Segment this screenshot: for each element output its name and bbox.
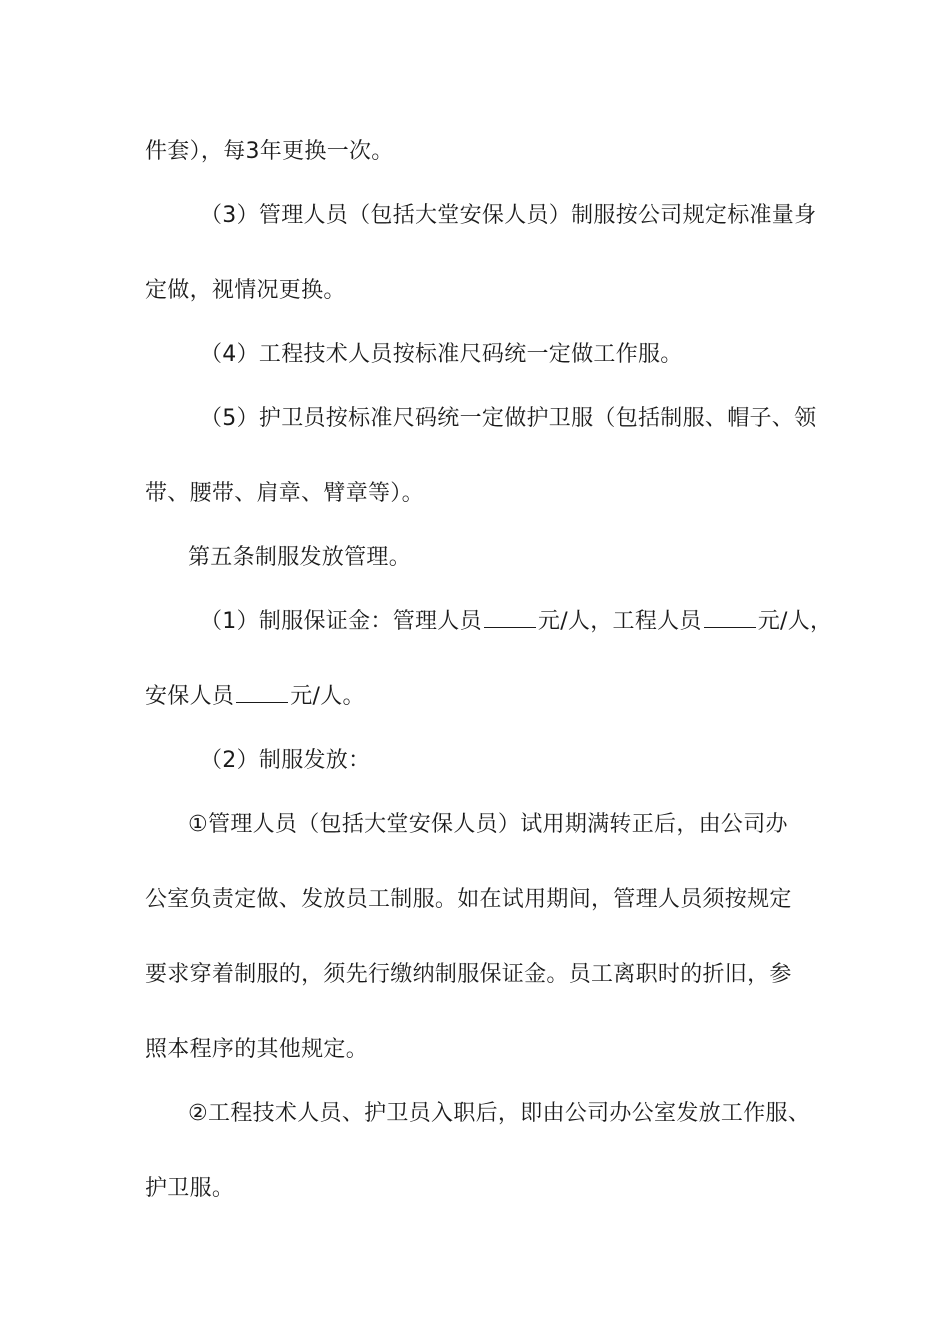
text-line: （3）管理人员（包括大堂安保人员）制服按公司规定标准量身 xyxy=(200,203,817,228)
text-line: 件套），每3年更换一次。 xyxy=(145,139,394,164)
deposit-security-end: 元/人。 xyxy=(290,684,365,709)
text-line: ①管理人员（包括大堂安保人员）试用期满转正后，由公司办 xyxy=(188,812,788,837)
blank-field-manager xyxy=(484,607,536,628)
text-line: 带、腰带、肩章、臂章等）。 xyxy=(145,481,424,506)
deposit-line xyxy=(200,607,832,637)
text-line: 公室负责定做、发放员工制服。如在试用期间，管理人员须按规定 xyxy=(145,887,792,912)
blank-field-engineer xyxy=(704,607,756,628)
text-line: 照本程序的其他规定。 xyxy=(145,1037,369,1062)
deposit-end: 元/人， xyxy=(757,609,833,634)
article-heading: 第五条制服发放管理。 xyxy=(188,545,412,570)
blank-field-security xyxy=(236,682,288,703)
text-line: （2）制服发放： xyxy=(200,748,371,773)
text-line: ②工程技术人员、护卫员入职后，即由公司办公室发放工作服、 xyxy=(188,1101,811,1126)
deposit-intro: （1）制服保证金：管理人员 xyxy=(200,609,482,634)
text-line: 定做，视情况更换。 xyxy=(145,278,346,303)
deposit-line-2 xyxy=(145,682,365,712)
text-line: （4）工程技术人员按标准尺码统一定做工作服。 xyxy=(200,342,683,367)
text-line: （5）护卫员按标准尺码统一定做护卫服（包括制服、帽子、领 xyxy=(200,406,817,431)
deposit-security-label: 安保人员 xyxy=(145,684,235,709)
text-line: 要求穿着制服的，须先行缴纳制服保证金。员工离职时的折旧，参 xyxy=(145,962,792,987)
deposit-mid: 元/人，工程人员 xyxy=(537,609,702,634)
text-line: 护卫服。 xyxy=(145,1176,235,1201)
